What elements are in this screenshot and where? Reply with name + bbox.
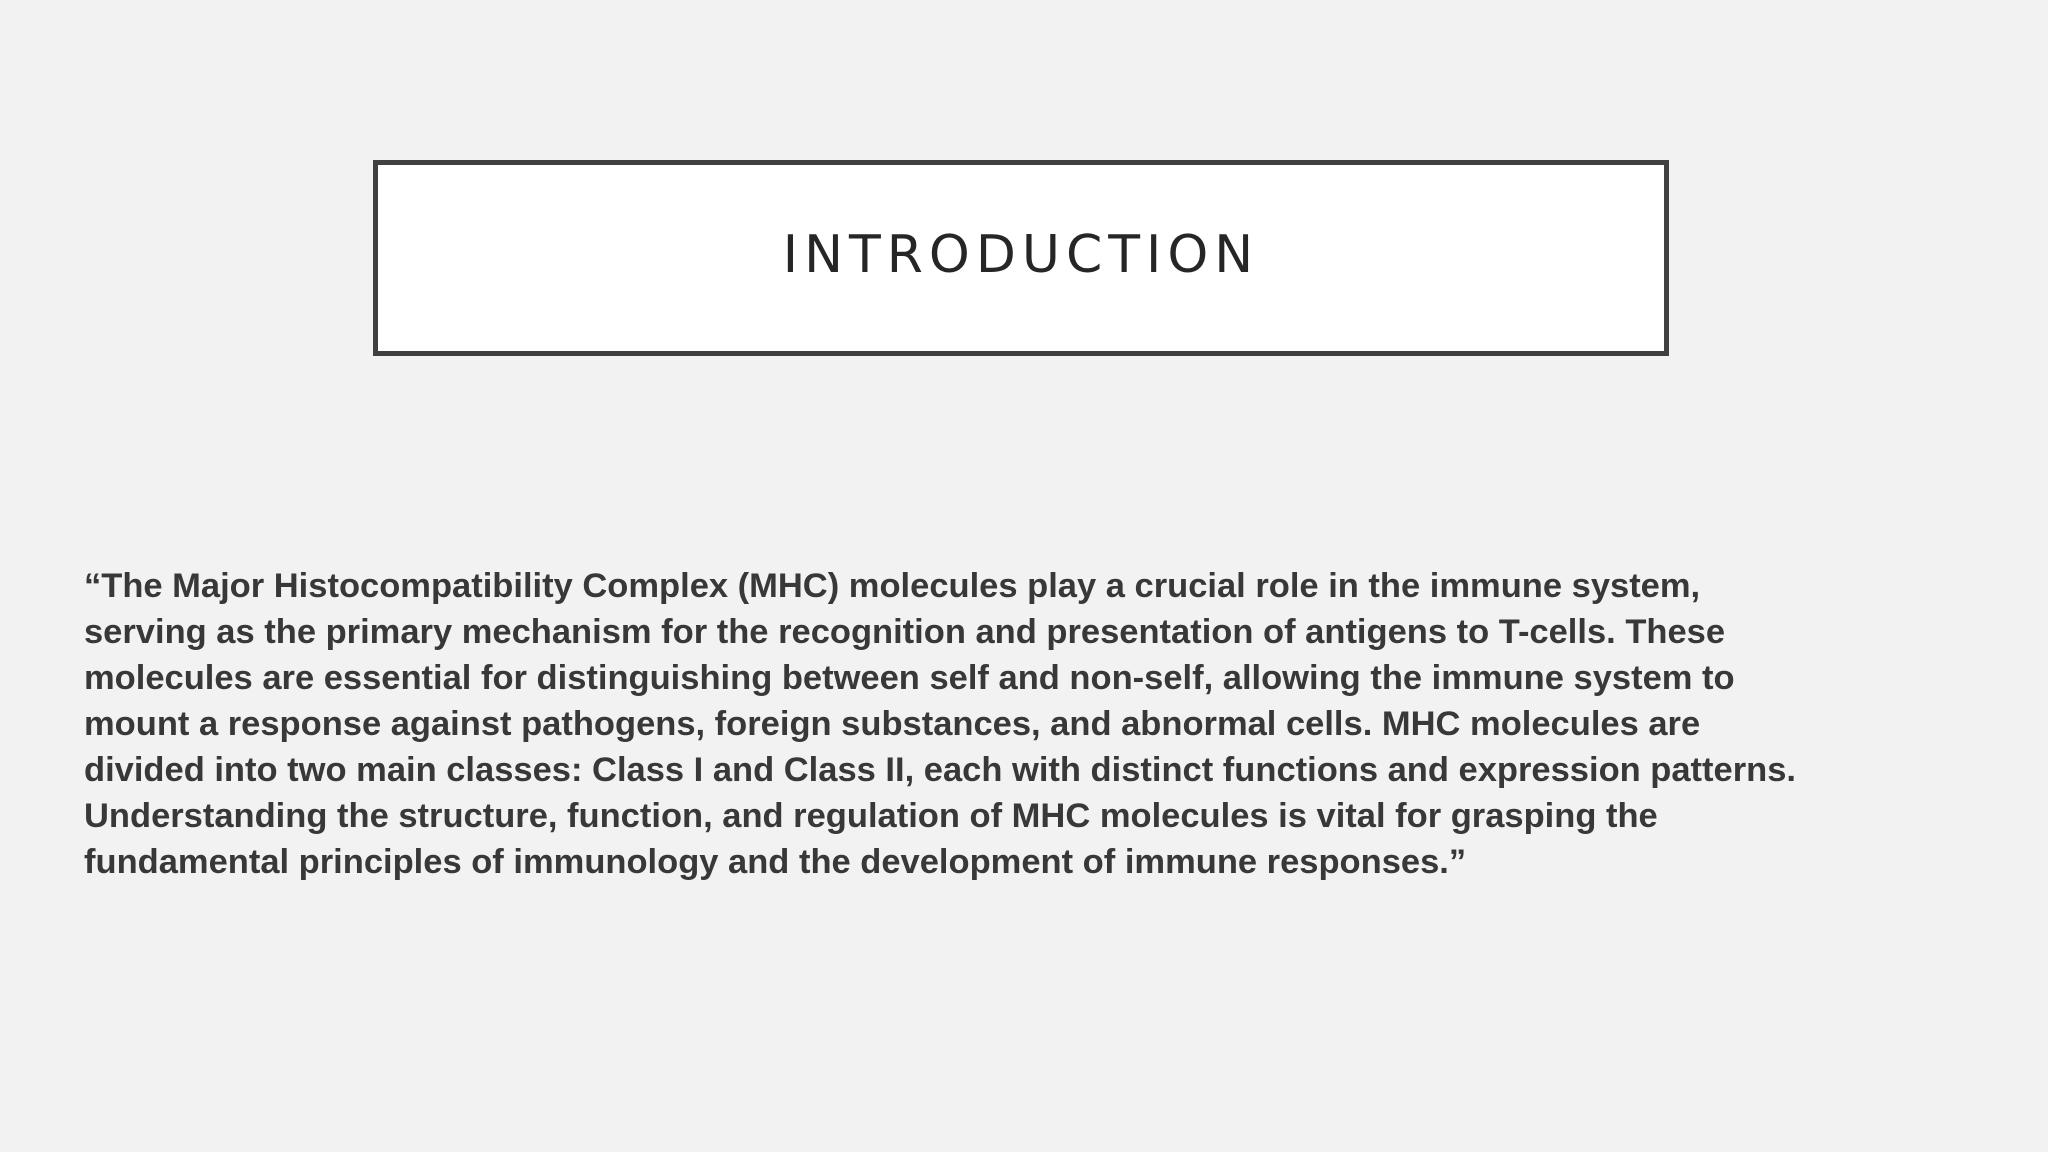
body-line: molecules are essential for distinguishing between self and non-self, allowing the immune system to: [84, 659, 1735, 697]
body-line: mount a response against pathogens, foreign substances, and abnormal cells. MHC molecules are: [84, 705, 1701, 743]
slide-title: INTRODUCTION: [782, 225, 1260, 285]
title-box: [373, 160, 1669, 356]
body-line: divided into two main classes: Class I and Class II, each with distinct functions and expression patterns.: [84, 751, 1796, 789]
body-line: “The Major Histocompatibility Complex (MHC) molecules play a crucial role in the immune system,: [84, 567, 1701, 605]
body-line: fundamental principles of immunology and the development of immune responses.”: [84, 843, 1467, 881]
body-line: Understanding the structure, function, and regulation of MHC molecules is vital for grasping the: [84, 797, 1658, 835]
body-line: serving as the primary mechanism for the recognition and presentation of antigens to T-cells. These: [84, 613, 1726, 651]
body-paragraph: [84, 563, 1984, 885]
